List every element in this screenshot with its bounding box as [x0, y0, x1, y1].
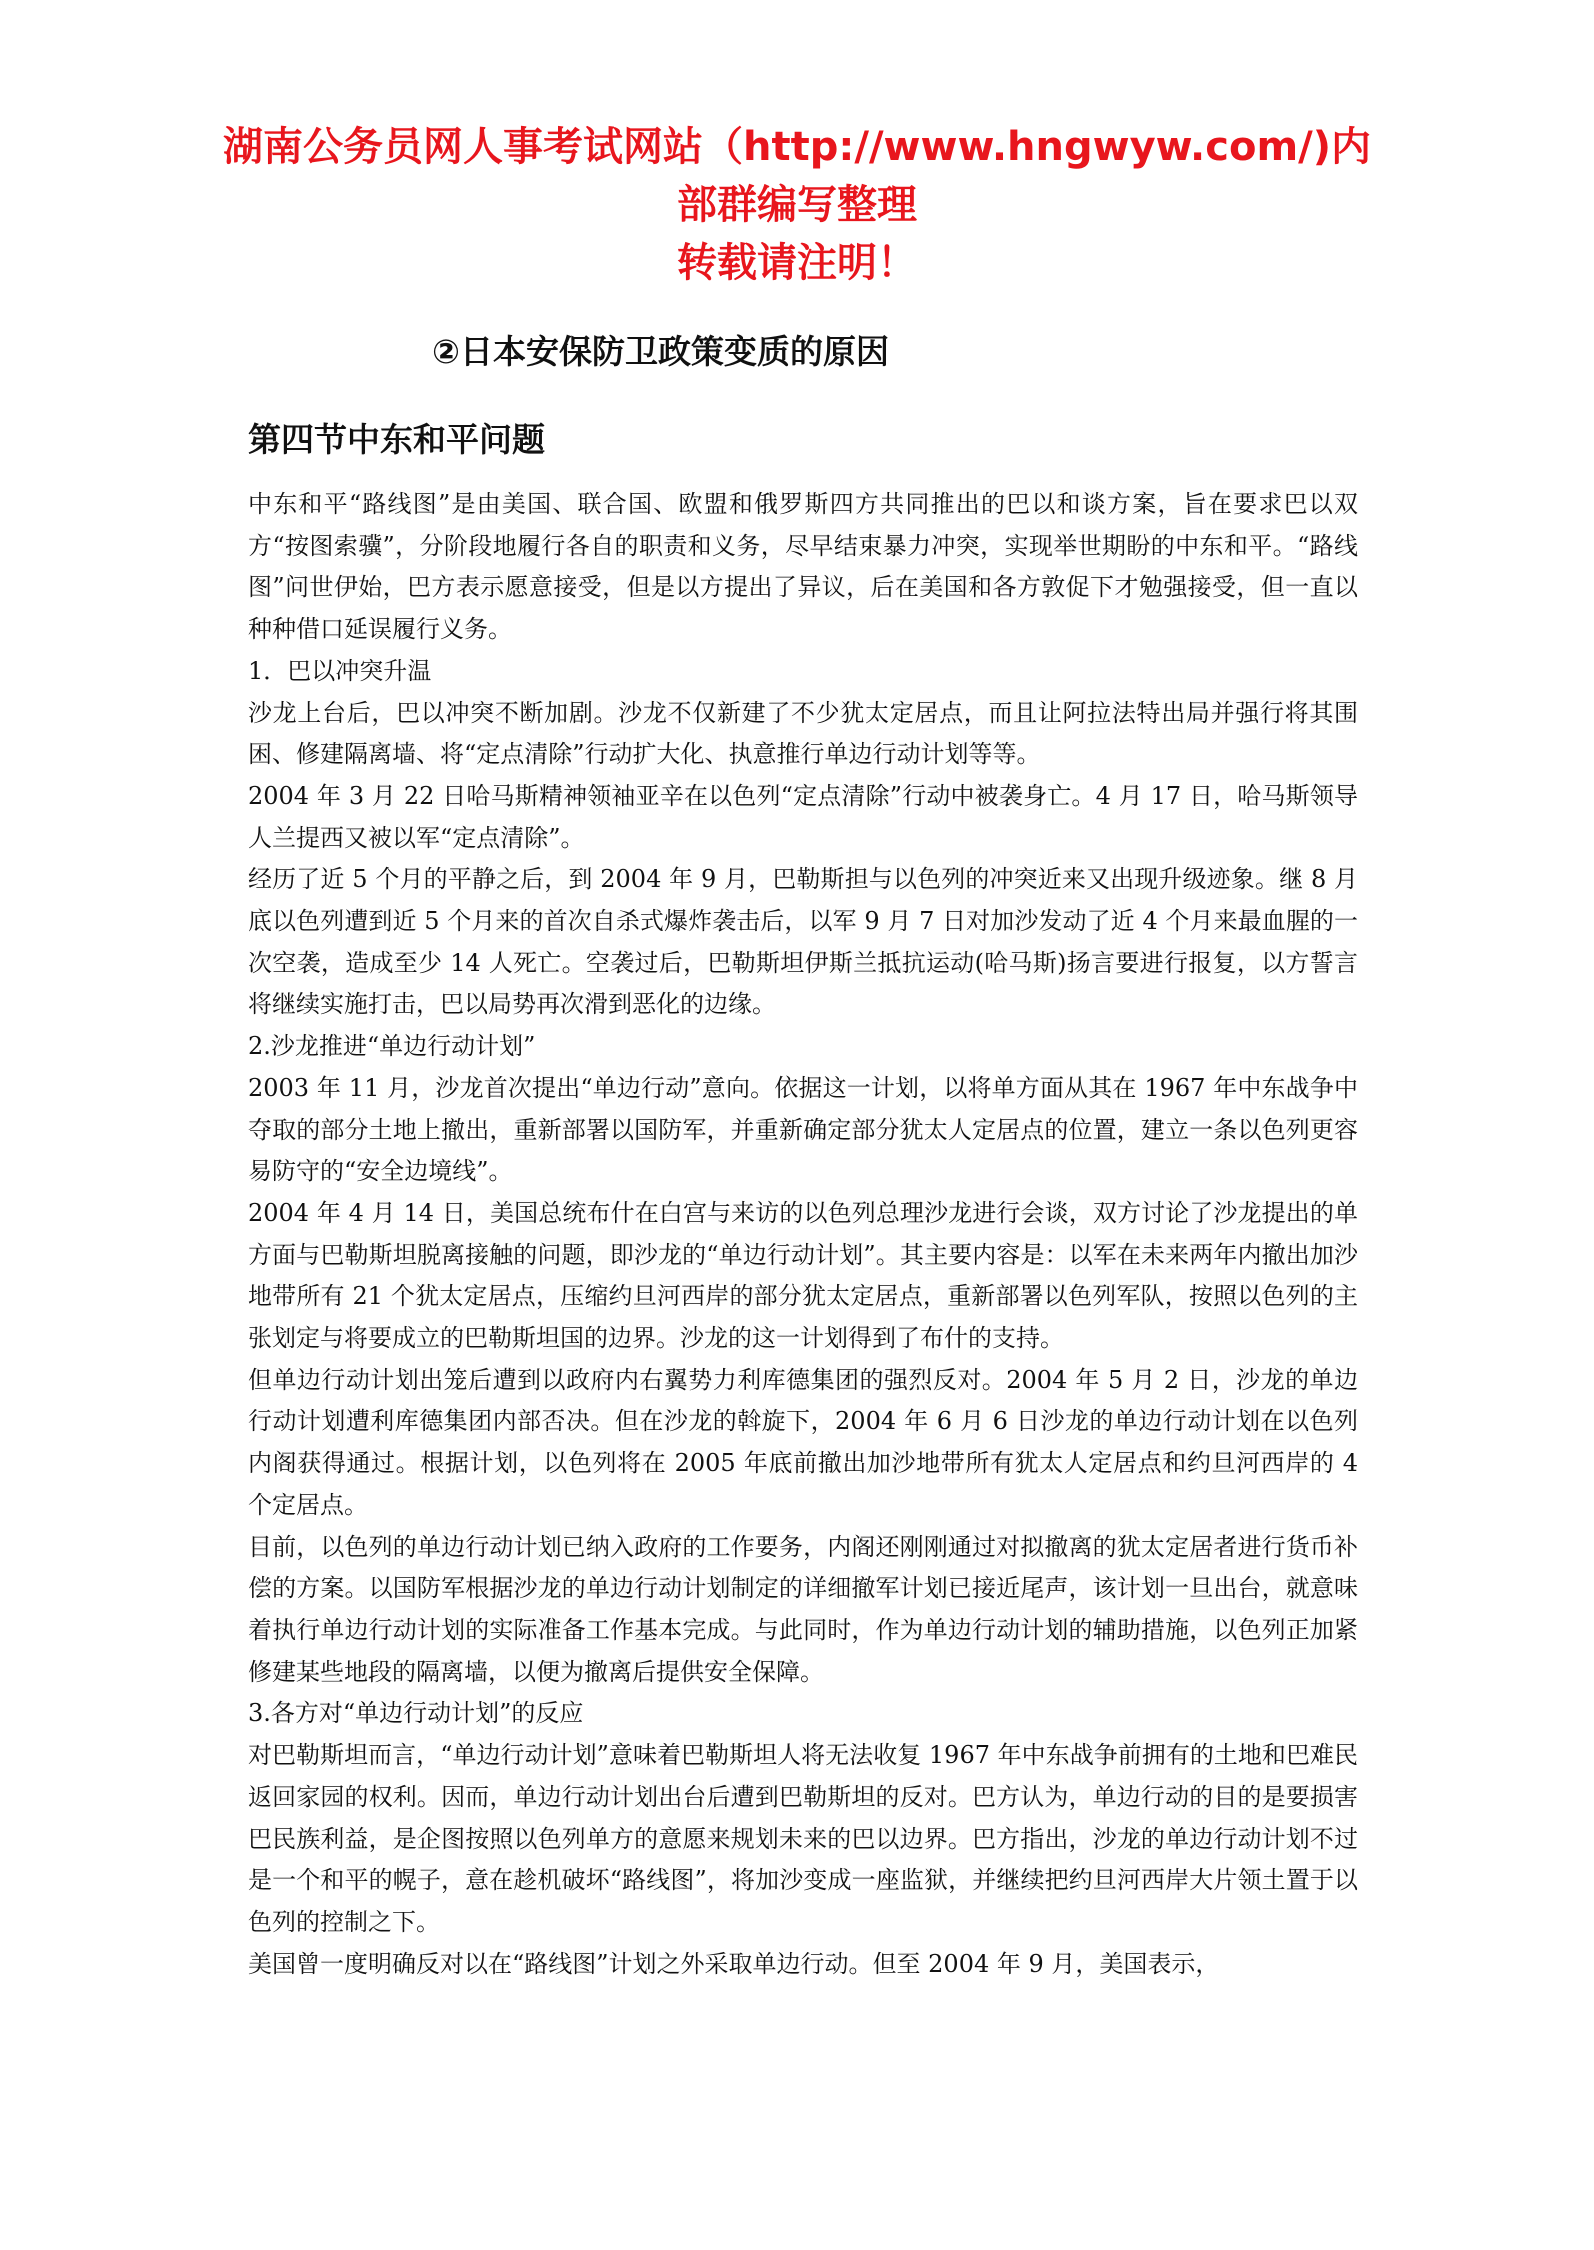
paragraph: 经历了近 5 个月的平静之后，到 2004 年 9 月，巴勒斯担与以色列的冲突近来又出现升级迹象。继 8 月底以色列遭到近 5 个月来的首次自杀式爆炸袭击后，以军 9 月 7 日对加沙发动了近 4 个月来最血腥的一次空袭，造成至少 14 人死亡。空袭过后，巴勒斯坦伊斯兰抵抗运动(哈马斯)扬言要进行报复，以方誓言将继续实施打击，巴以局势再次滑到恶化的边缘。 — [248, 865, 1358, 1019]
body-text — [248, 484, 1358, 1985]
header-line-2: 部群编写整理 — [677, 182, 917, 228]
site-header — [180, 118, 1414, 292]
paragraph: 对巴勒斯坦而言，“单边行动计划”意味着巴勒斯坦人将无法收复 1967 年中东战争前拥有的土地和巴难民返回家园的权利。因而，单边行动计划出台后遭到巴勒斯坦的反对。巴方认为，单边行动的目的是要损害巴民族利益，是企图按照以色列单方的意愿来规划未来的巴以边界。巴方指出，沙龙的单边行动计划不过是一个和平的幌子，意在趁机破坏“路线图”，将加沙变成一座监狱，并继续把约旦河西岸大片领土置于以色列的控制之下。 — [248, 1741, 1358, 1936]
header-line-1: 湖南公务员网人事考试网站（http://www.hngwyw.com/)内 — [222, 124, 1372, 170]
paragraph: 但单边行动计划出笼后遭到以政府内右翼势力利库德集团的强烈反对。2004 年 5 月 2 日，沙龙的单边行动计划遭利库德集团内部否决。但在沙龙的斡旋下，2004 年 6 月 6 日沙龙的单边行动计划在以色列内阁获得通过。根据计划，以色列将在 2005 年底前撤出加沙地带所有犹太人定居点和约旦河西岸的 4 个定居点。 — [248, 1365, 1358, 1519]
paragraph: 中东和平“路线图”是由美国、联合国、欧盟和俄罗斯四方共同推出的巴以和谈方案，旨在要求巴以双方“按图索骥”，分阶段地履行各自的职责和义务，尽早结束暴力冲突，实现举世期盼的中东和平。“路线图”问世伊始，巴方表示愿意接受，但是以方提出了异议，后在美国和各方敦促下才勉强接受，但一直以种种借口延误履行义务。 — [248, 490, 1358, 644]
paragraph: 目前，以色列的单边行动计划已纳入政府的工作要务，内阁还刚刚通过对拟撤离的犹太定居者进行货币补偿的方案。以国防军根据沙龙的单边行动计划制定的详细撤军计划已接近尾声，该计划一旦出台，就意味着执行单边行动计划的实际准备工作基本完成。与此同时，作为单边行动计划的辅助措施，以色列正加紧修建某些地段的隔离墙，以便为撤离后提供安全保障。 — [248, 1532, 1358, 1686]
paragraph: 2004 年 4 月 14 日，美国总统布什在白宫与来访的以色列总理沙龙进行会谈，双方讨论了沙龙提出的单方面与巴勒斯坦脱离接触的问题，即沙龙的“单边行动计划”。其主要内容是：以军在未来两年内撤出加沙地带所有 21 个犹太定居点，压缩约旦河西岸的部分犹太定居点，重新部署以色列军队，按照以色列的主张划定与将要成立的巴勒斯坦国的边界。沙龙的这一计划得到了布什的支持。 — [248, 1198, 1358, 1353]
subheading: 1．巴以冲突升温 — [248, 656, 432, 685]
subheading: 3.各方对“单边行动计划”的反应 — [248, 1699, 584, 1728]
paragraph: 美国曾一度明确反对以在“路线图”计划之外采取单边行动。但至 2004 年 9 月，美国表示， — [248, 1949, 1220, 1978]
section-title: ②日本安保防卫政策变质的原因 — [432, 332, 889, 371]
paragraph: 2003 年 11 月，沙龙首次提出“单边行动”意向。依据这一计划，以将单方面从其在 1967 年中东战争中夺取的部分土地上撤出，重新部署以国防军，并重新确定部分犹太人定居点的位置，建立一条以色列更容易防守的“安全边境线”。 — [248, 1073, 1358, 1186]
paragraph: 沙龙上台后，巴以冲突不断加剧。沙龙不仅新建了不少犹太定居点，而且让阿拉法特出局并强行将其围困、修建隔离墙、将“定点清除”行动扩大化、执意推行单边行动计划等等。 — [248, 698, 1358, 769]
chapter-title: 第四节中东和平问题 — [248, 420, 545, 459]
header-line-3: 转载请注明！ — [677, 240, 917, 286]
paragraph: 2004 年 3 月 22 日哈马斯精神领袖亚辛在以色列“定点清除”行动中被袭身亡。4 月 17 日，哈马斯领导人兰提西又被以军“定点清除”。 — [248, 781, 1358, 852]
subheading: 2.沙龙推进“单边行动计划” — [248, 1032, 536, 1061]
